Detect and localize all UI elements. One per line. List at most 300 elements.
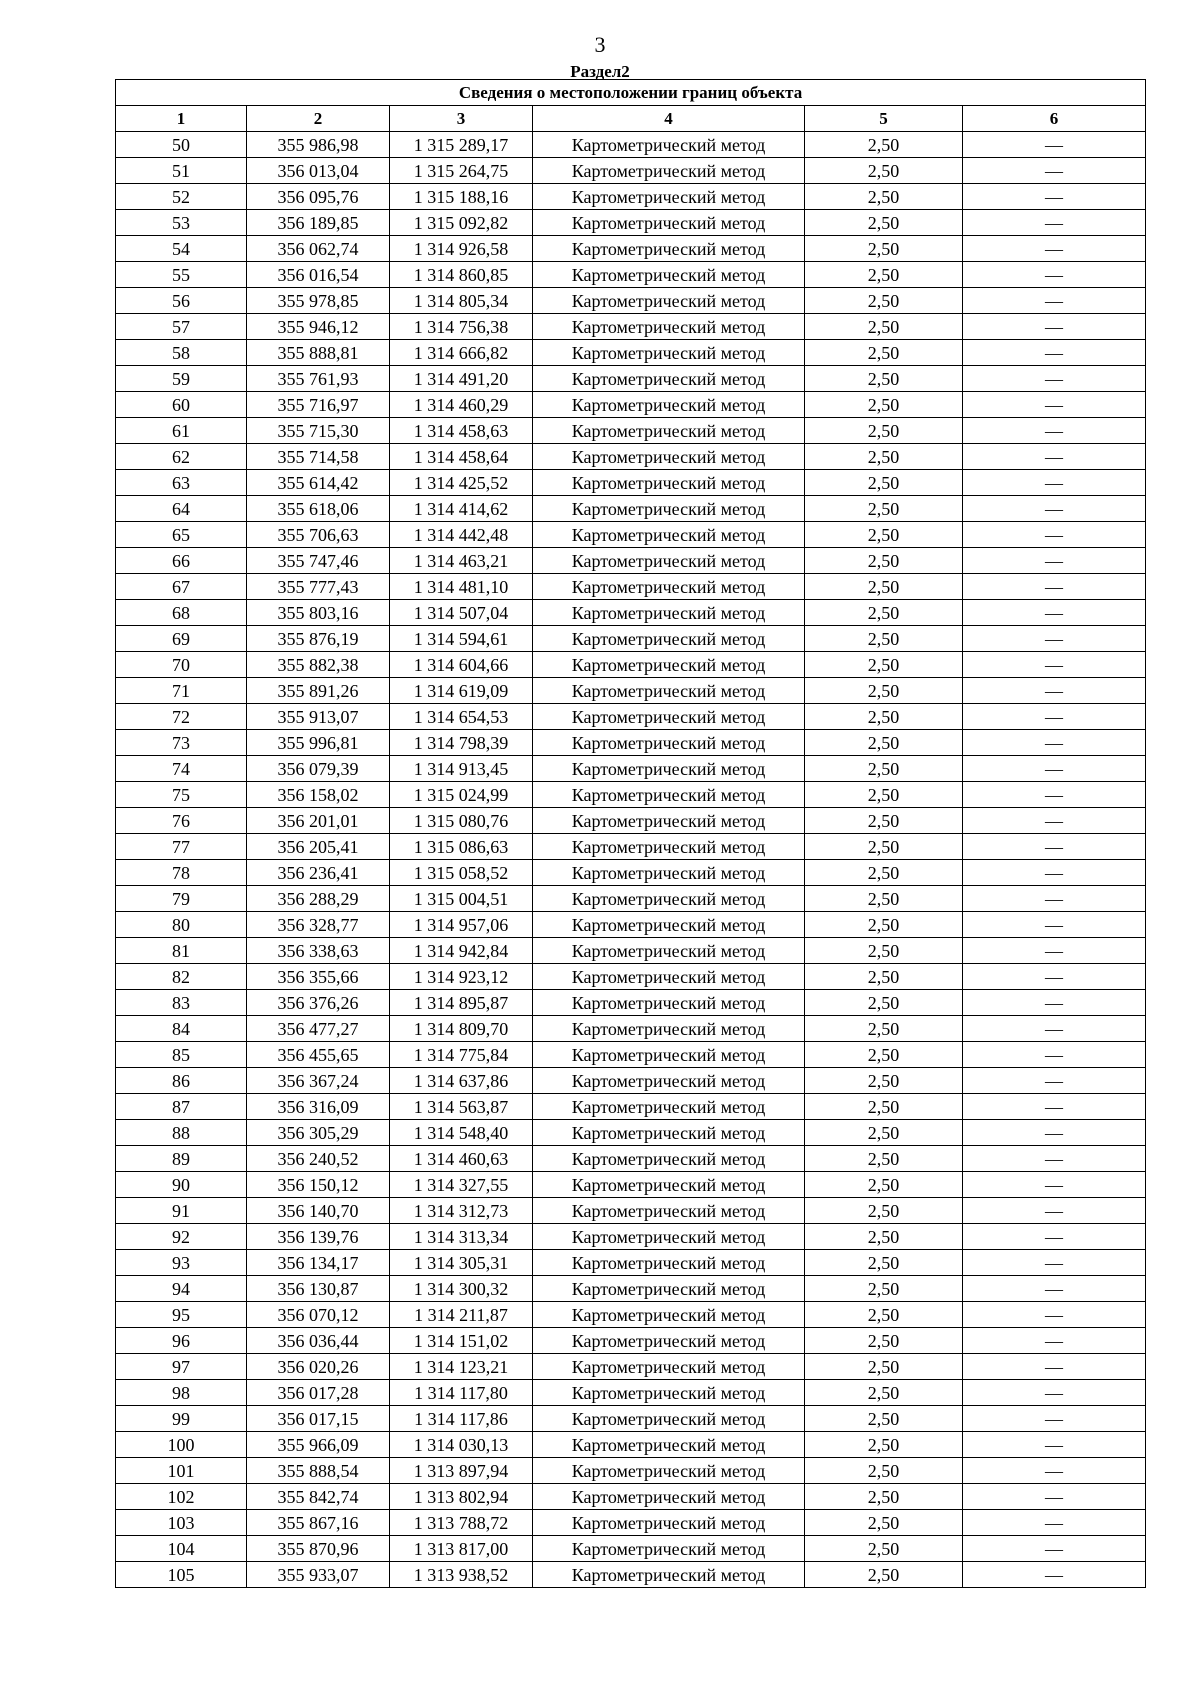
cell-precision: 2,50 [805,600,963,626]
cell-y-coordinate: 1 314 666,82 [390,340,533,366]
cell-method: Картометрический метод [533,1510,805,1536]
cell-precision: 2,50 [805,860,963,886]
cell-point-number: 73 [116,730,247,756]
cell-point-number: 59 [116,366,247,392]
cell-note: — [963,1172,1146,1198]
cell-precision: 2,50 [805,1458,963,1484]
table-row [116,1380,1146,1406]
cell-x-coordinate: 355 842,74 [247,1484,390,1510]
cell-precision: 2,50 [805,1094,963,1120]
cell-note: — [963,158,1146,184]
cell-note: — [963,782,1146,808]
cell-point-number: 55 [116,262,247,288]
cell-method: Картометрический метод [533,756,805,782]
cell-method: Картометрический метод [533,782,805,808]
cell-note: — [963,912,1146,938]
table-row [116,1406,1146,1432]
cell-note: — [963,886,1146,912]
cell-point-number: 71 [116,678,247,704]
cell-point-number: 76 [116,808,247,834]
cell-note: — [963,938,1146,964]
cell-precision: 2,50 [805,444,963,470]
cell-precision: 2,50 [805,1406,963,1432]
cell-x-coordinate: 356 205,41 [247,834,390,860]
cell-note: — [963,418,1146,444]
cell-method: Картометрический метод [533,132,805,158]
cell-point-number: 100 [116,1432,247,1458]
table-row [116,1458,1146,1484]
cell-point-number: 69 [116,626,247,652]
cell-precision: 2,50 [805,652,963,678]
cell-note: — [963,366,1146,392]
cell-method: Картометрический метод [533,600,805,626]
cell-method: Картометрический метод [533,392,805,418]
cell-point-number: 60 [116,392,247,418]
cell-x-coordinate: 356 367,24 [247,1068,390,1094]
table-row [116,1146,1146,1172]
table-row [116,366,1146,392]
cell-note: — [963,1068,1146,1094]
cell-note: — [963,548,1146,574]
cell-method: Картометрический метод [533,522,805,548]
cell-method: Картометрический метод [533,1276,805,1302]
table-row [116,210,1146,236]
cell-note: — [963,1380,1146,1406]
table-row [116,262,1146,288]
cell-precision: 2,50 [805,574,963,600]
cell-point-number: 93 [116,1250,247,1276]
cell-note: — [963,1120,1146,1146]
cell-note: — [963,1562,1146,1588]
table-row [116,314,1146,340]
cell-point-number: 61 [116,418,247,444]
cell-method: Картометрический метод [533,470,805,496]
cell-y-coordinate: 1 314 860,85 [390,262,533,288]
cell-note: — [963,522,1146,548]
cell-precision: 2,50 [805,1042,963,1068]
cell-precision: 2,50 [805,1120,963,1146]
cell-point-number: 72 [116,704,247,730]
table-row [116,834,1146,860]
cell-method: Картометрический метод [533,1432,805,1458]
cell-note: — [963,1042,1146,1068]
cell-x-coordinate: 355 888,81 [247,340,390,366]
cell-precision: 2,50 [805,262,963,288]
cell-note: — [963,756,1146,782]
cell-point-number: 86 [116,1068,247,1094]
cell-x-coordinate: 356 150,12 [247,1172,390,1198]
table-row [116,392,1146,418]
cell-y-coordinate: 1 315 092,82 [390,210,533,236]
cell-method: Картометрический метод [533,1380,805,1406]
cell-note: — [963,392,1146,418]
cell-note: — [963,288,1146,314]
cell-point-number: 87 [116,1094,247,1120]
cell-precision: 2,50 [805,496,963,522]
cell-point-number: 90 [116,1172,247,1198]
cell-method: Картометрический метод [533,704,805,730]
table-row [116,496,1146,522]
cell-note: — [963,210,1146,236]
cell-note: — [963,860,1146,886]
cell-x-coordinate: 355 618,06 [247,496,390,522]
table-row [116,236,1146,262]
cell-method: Картометрический метод [533,1536,805,1562]
cell-method: Картометрический метод [533,1172,805,1198]
cell-y-coordinate: 1 314 442,48 [390,522,533,548]
cell-x-coordinate: 355 978,85 [247,288,390,314]
cell-method: Картометрический метод [533,626,805,652]
cell-y-coordinate: 1 314 604,66 [390,652,533,678]
table-row [116,1510,1146,1536]
cell-point-number: 77 [116,834,247,860]
cell-method: Картометрический метод [533,548,805,574]
cell-precision: 2,50 [805,1068,963,1094]
cell-method: Картометрический метод [533,1042,805,1068]
cell-y-coordinate: 1 315 264,75 [390,158,533,184]
cell-method: Картометрический метод [533,184,805,210]
table-row [116,730,1146,756]
cell-x-coordinate: 356 158,02 [247,782,390,808]
cell-method: Картометрический метод [533,1224,805,1250]
cell-point-number: 66 [116,548,247,574]
cell-y-coordinate: 1 314 123,21 [390,1354,533,1380]
cell-point-number: 80 [116,912,247,938]
table-row [116,522,1146,548]
table-row [116,1276,1146,1302]
cell-method: Картометрический метод [533,860,805,886]
cell-method: Картометрический метод [533,678,805,704]
table-row [116,1198,1146,1224]
cell-point-number: 78 [116,860,247,886]
cell-precision: 2,50 [805,210,963,236]
cell-method: Картометрический метод [533,1198,805,1224]
cell-point-number: 54 [116,236,247,262]
cell-precision: 2,50 [805,1484,963,1510]
cell-note: — [963,964,1146,990]
cell-method: Картометрический метод [533,158,805,184]
table-row [116,444,1146,470]
cell-y-coordinate: 1 314 637,86 [390,1068,533,1094]
cell-point-number: 95 [116,1302,247,1328]
cell-y-coordinate: 1 314 654,53 [390,704,533,730]
cell-precision: 2,50 [805,470,963,496]
cell-point-number: 84 [116,1016,247,1042]
cell-method: Картометрический метод [533,652,805,678]
cell-point-number: 51 [116,158,247,184]
table-head [116,80,1146,132]
table-row [116,808,1146,834]
cell-y-coordinate: 1 313 817,00 [390,1536,533,1562]
table-row [116,1094,1146,1120]
cell-precision: 2,50 [805,366,963,392]
cell-note: — [963,1198,1146,1224]
cell-method: Картометрический метод [533,1406,805,1432]
cell-precision: 2,50 [805,886,963,912]
cell-precision: 2,50 [805,1536,963,1562]
cell-y-coordinate: 1 314 030,13 [390,1432,533,1458]
cell-point-number: 52 [116,184,247,210]
cell-method: Картометрический метод [533,262,805,288]
table-row [116,470,1146,496]
table-row [116,678,1146,704]
cell-precision: 2,50 [805,288,963,314]
table-row [116,990,1146,1016]
cell-method: Картометрический метод [533,314,805,340]
cell-x-coordinate: 356 338,63 [247,938,390,964]
cell-method: Картометрический метод [533,288,805,314]
table-row [116,1484,1146,1510]
cell-x-coordinate: 356 020,26 [247,1354,390,1380]
cell-note: — [963,600,1146,626]
cell-point-number: 63 [116,470,247,496]
cell-precision: 2,50 [805,184,963,210]
cell-x-coordinate: 355 876,19 [247,626,390,652]
cell-y-coordinate: 1 314 117,80 [390,1380,533,1406]
cell-precision: 2,50 [805,1562,963,1588]
cell-point-number: 92 [116,1224,247,1250]
cell-precision: 2,50 [805,1510,963,1536]
cell-method: Картометрический метод [533,1068,805,1094]
cell-y-coordinate: 1 314 895,87 [390,990,533,1016]
cell-y-coordinate: 1 314 327,55 [390,1172,533,1198]
cell-note: — [963,1536,1146,1562]
table-row [116,574,1146,600]
cell-method: Картометрический метод [533,1094,805,1120]
cell-point-number: 67 [116,574,247,600]
cell-y-coordinate: 1 314 942,84 [390,938,533,964]
cell-precision: 2,50 [805,834,963,860]
cell-x-coordinate: 356 013,04 [247,158,390,184]
column-header-6: 6 [963,106,1146,132]
cell-y-coordinate: 1 314 926,58 [390,236,533,262]
cell-y-coordinate: 1 314 507,04 [390,600,533,626]
cell-note: — [963,236,1146,262]
cell-precision: 2,50 [805,626,963,652]
cell-method: Картометрический метод [533,1146,805,1172]
cell-x-coordinate: 355 761,93 [247,366,390,392]
cell-y-coordinate: 1 314 563,87 [390,1094,533,1120]
cell-x-coordinate: 356 305,29 [247,1120,390,1146]
cell-point-number: 70 [116,652,247,678]
cell-point-number: 96 [116,1328,247,1354]
cell-precision: 2,50 [805,704,963,730]
cell-precision: 2,50 [805,756,963,782]
cell-precision: 2,50 [805,1302,963,1328]
cell-y-coordinate: 1 314 809,70 [390,1016,533,1042]
cell-point-number: 58 [116,340,247,366]
cell-x-coordinate: 356 189,85 [247,210,390,236]
cell-precision: 2,50 [805,1354,963,1380]
cell-y-coordinate: 1 314 425,52 [390,470,533,496]
cell-x-coordinate: 356 140,70 [247,1198,390,1224]
cell-method: Картометрический метод [533,808,805,834]
cell-x-coordinate: 356 134,17 [247,1250,390,1276]
cell-y-coordinate: 1 313 802,94 [390,1484,533,1510]
cell-point-number: 97 [116,1354,247,1380]
cell-x-coordinate: 356 328,77 [247,912,390,938]
cell-method: Картометрический метод [533,912,805,938]
cell-x-coordinate: 356 240,52 [247,1146,390,1172]
table-row [116,938,1146,964]
cell-point-number: 50 [116,132,247,158]
cell-point-number: 82 [116,964,247,990]
table-row [116,1302,1146,1328]
cell-x-coordinate: 355 913,07 [247,704,390,730]
cell-x-coordinate: 355 946,12 [247,314,390,340]
cell-point-number: 101 [116,1458,247,1484]
cell-y-coordinate: 1 314 313,34 [390,1224,533,1250]
cell-x-coordinate: 355 933,07 [247,1562,390,1588]
cell-y-coordinate: 1 314 619,09 [390,678,533,704]
cell-method: Картометрический метод [533,340,805,366]
cell-y-coordinate: 1 314 305,31 [390,1250,533,1276]
table-row [116,860,1146,886]
cell-precision: 2,50 [805,1224,963,1250]
cell-y-coordinate: 1 314 463,21 [390,548,533,574]
cell-y-coordinate: 1 315 289,17 [390,132,533,158]
cell-point-number: 94 [116,1276,247,1302]
cell-method: Картометрический метод [533,1302,805,1328]
cell-note: — [963,1094,1146,1120]
cell-note: — [963,1276,1146,1302]
cell-precision: 2,50 [805,522,963,548]
cell-precision: 2,50 [805,990,963,1016]
table-row [116,782,1146,808]
table-row [116,626,1146,652]
cell-y-coordinate: 1 314 548,40 [390,1120,533,1146]
cell-x-coordinate: 356 017,28 [247,1380,390,1406]
table-row [116,1536,1146,1562]
table-row [116,1120,1146,1146]
cell-y-coordinate: 1 314 300,32 [390,1276,533,1302]
cell-y-coordinate: 1 314 923,12 [390,964,533,990]
cell-y-coordinate: 1 314 151,02 [390,1328,533,1354]
cell-method: Картометрический метод [533,1016,805,1042]
cell-note: — [963,132,1146,158]
cell-point-number: 83 [116,990,247,1016]
cell-y-coordinate: 1 315 058,52 [390,860,533,886]
cell-note: — [963,704,1146,730]
cell-x-coordinate: 356 376,26 [247,990,390,1016]
cell-x-coordinate: 355 966,09 [247,1432,390,1458]
cell-precision: 2,50 [805,1146,963,1172]
cell-note: — [963,262,1146,288]
table-row [116,1224,1146,1250]
cell-x-coordinate: 355 867,16 [247,1510,390,1536]
cell-note: — [963,1510,1146,1536]
cell-x-coordinate: 355 715,30 [247,418,390,444]
table-row [116,548,1146,574]
cell-x-coordinate: 356 017,15 [247,1406,390,1432]
cell-precision: 2,50 [805,132,963,158]
cell-note: — [963,1458,1146,1484]
cell-y-coordinate: 1 314 756,38 [390,314,533,340]
cell-point-number: 98 [116,1380,247,1406]
cell-note: — [963,1224,1146,1250]
cell-method: Картометрический метод [533,210,805,236]
cell-note: — [963,1354,1146,1380]
cell-note: — [963,834,1146,860]
cell-note: — [963,1328,1146,1354]
table-row [116,756,1146,782]
cell-y-coordinate: 1 314 775,84 [390,1042,533,1068]
cell-precision: 2,50 [805,236,963,262]
cell-precision: 2,50 [805,1328,963,1354]
cell-x-coordinate: 356 477,27 [247,1016,390,1042]
cell-method: Картометрический метод [533,1120,805,1146]
cell-x-coordinate: 356 070,12 [247,1302,390,1328]
section-title: Раздел2 [570,62,630,81]
cell-precision: 2,50 [805,1172,963,1198]
cell-y-coordinate: 1 314 957,06 [390,912,533,938]
cell-method: Картометрический метод [533,938,805,964]
cell-note: — [963,1302,1146,1328]
table-row [116,1068,1146,1094]
table-row [116,1250,1146,1276]
table-row [116,1354,1146,1380]
cell-method: Картометрический метод [533,1484,805,1510]
cell-x-coordinate: 356 139,76 [247,1224,390,1250]
cell-method: Картометрический метод [533,1562,805,1588]
cell-point-number: 89 [116,1146,247,1172]
table-row [116,418,1146,444]
cell-precision: 2,50 [805,730,963,756]
cell-note: — [963,990,1146,1016]
cell-note: — [963,626,1146,652]
table-row [116,600,1146,626]
cell-method: Картометрический метод [533,444,805,470]
cell-x-coordinate: 356 062,74 [247,236,390,262]
column-header-2: 2 [247,106,390,132]
cell-y-coordinate: 1 314 913,45 [390,756,533,782]
cell-method: Картометрический метод [533,496,805,522]
cell-point-number: 75 [116,782,247,808]
table-row [116,964,1146,990]
cell-x-coordinate: 356 095,76 [247,184,390,210]
cell-method: Картометрический метод [533,834,805,860]
table-row [116,158,1146,184]
cell-precision: 2,50 [805,1432,963,1458]
cell-method: Картометрический метод [533,990,805,1016]
cell-precision: 2,50 [805,418,963,444]
cell-point-number: 65 [116,522,247,548]
table-row [116,1432,1146,1458]
cell-note: — [963,470,1146,496]
table-body [116,132,1146,1588]
column-header-3: 3 [390,106,533,132]
cell-y-coordinate: 1 314 594,61 [390,626,533,652]
cell-point-number: 104 [116,1536,247,1562]
cell-point-number: 79 [116,886,247,912]
cell-x-coordinate: 355 614,42 [247,470,390,496]
cell-x-coordinate: 355 716,97 [247,392,390,418]
table-row [116,1016,1146,1042]
cell-method: Картометрический метод [533,886,805,912]
cell-point-number: 99 [116,1406,247,1432]
cell-x-coordinate: 355 714,58 [247,444,390,470]
cell-precision: 2,50 [805,1250,963,1276]
cell-method: Картометрический метод [533,236,805,262]
cell-x-coordinate: 356 079,39 [247,756,390,782]
cell-point-number: 62 [116,444,247,470]
table-row [116,184,1146,210]
table-row [116,132,1146,158]
table-row [116,704,1146,730]
cell-y-coordinate: 1 315 004,51 [390,886,533,912]
cell-precision: 2,50 [805,1198,963,1224]
cell-precision: 2,50 [805,1276,963,1302]
